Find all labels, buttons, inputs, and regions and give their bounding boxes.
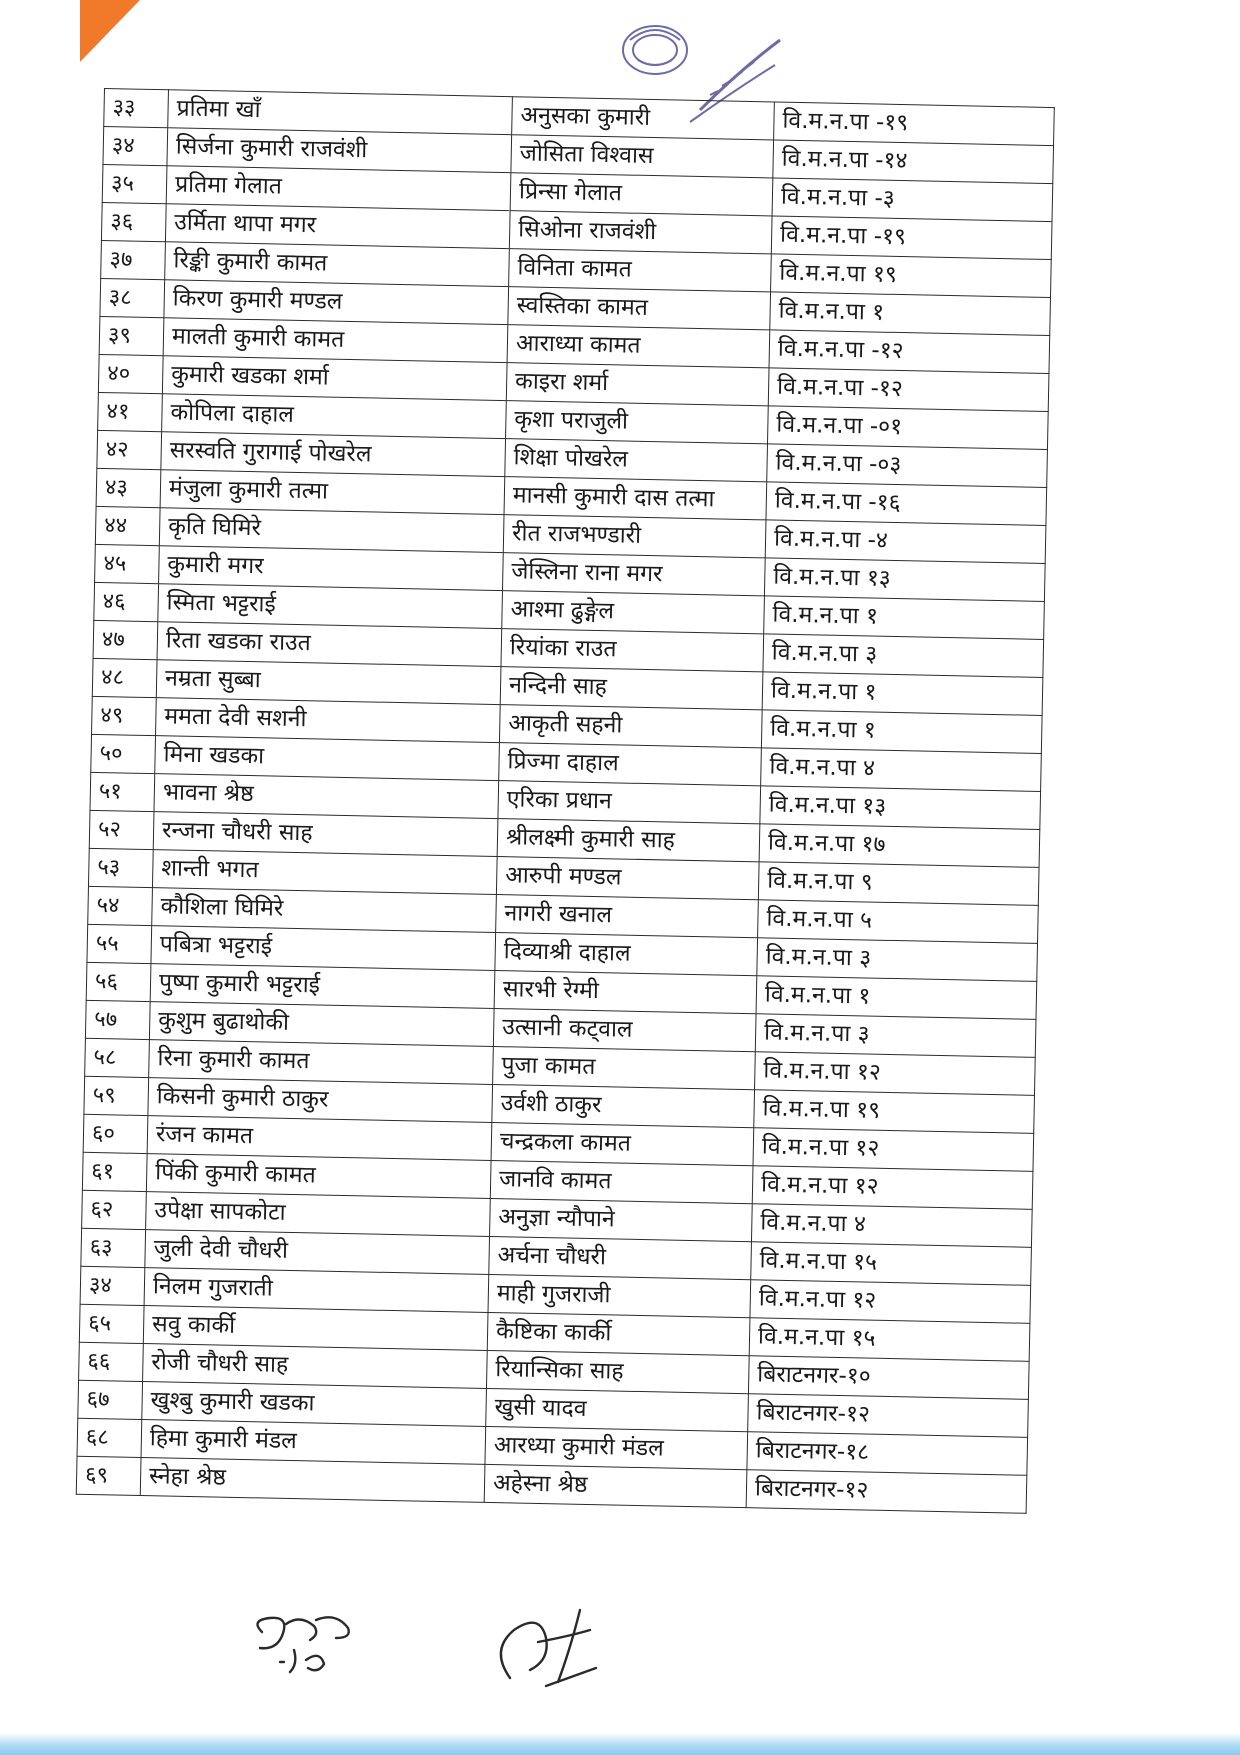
child-name-cell: अर्चना चौधरी: [489, 1236, 752, 1279]
address-cell: वि.म.न.पा १३: [760, 786, 1041, 830]
address-cell: वि.म.न.पा १२: [753, 1128, 1034, 1172]
child-name-cell: शिक्षा पोखरेल: [505, 439, 768, 482]
address-cell: बिराटनगर-१०: [748, 1356, 1029, 1400]
serial-number-cell: ५०: [91, 734, 156, 773]
serial-number-cell: ६९: [76, 1456, 141, 1495]
address-cell: वि.म.न.पा -३: [772, 178, 1053, 222]
mother-name-cell: किरण कुमारी मण्डल: [164, 280, 509, 325]
mother-name-cell: सिर्जना कुमारी राजवंशी: [167, 128, 512, 173]
serial-number-cell: ३६: [101, 202, 166, 241]
address-cell: वि.म.न.पा १५: [749, 1318, 1030, 1362]
mother-name-cell: हिमा कुमारी मंडल: [141, 1420, 486, 1465]
address-cell: वि.म.न.पा १: [756, 976, 1037, 1020]
child-name-cell: श्रीलक्ष्मी कुमारी साह: [497, 819, 760, 862]
serial-number-cell: ४६: [94, 582, 159, 621]
address-cell: वि.म.न.पा १९: [771, 254, 1052, 298]
address-cell: वि.म.न.पा ३: [763, 634, 1044, 678]
serial-number-cell: ६५: [79, 1304, 144, 1343]
child-name-cell: काइरा शर्मा: [506, 363, 769, 406]
mother-name-cell: रोजी चौधरी साह: [143, 1344, 488, 1389]
mother-name-cell: उर्मिता थापा मगर: [165, 204, 510, 249]
serial-number-cell: ६१: [82, 1152, 147, 1191]
child-name-cell: अनुसका कुमारी: [512, 97, 775, 140]
mother-name-cell: मंजुला कुमारी तत्मा: [160, 470, 505, 515]
serial-number-cell: ४०: [98, 354, 163, 393]
child-name-cell: रीत राजभण्डारी: [503, 515, 766, 558]
address-cell: वि.म.न.पा १२: [750, 1280, 1031, 1324]
address-cell: वि.म.न.पा १: [761, 710, 1042, 754]
mother-name-cell: रिना कुमारी कामत: [149, 1040, 494, 1085]
serial-number-cell: ५३: [88, 848, 153, 887]
mother-name-cell: निलम गुजराती: [144, 1268, 489, 1313]
mother-name-cell: कुशुम बुढाथोकी: [149, 1002, 494, 1047]
child-name-cell: नन्दिनी साह: [500, 667, 763, 710]
serial-number-cell: ३३: [104, 89, 169, 128]
child-name-cell: जेस्लिना राना मगर: [502, 553, 765, 596]
serial-number-cell: ३५: [102, 164, 167, 203]
mother-name-cell: मिना खडका: [155, 736, 500, 781]
child-name-cell: आराध्या कामत: [507, 325, 770, 368]
child-name-cell: स्वस्तिका कामत: [508, 287, 771, 330]
mother-name-cell: जुली देवी चौधरी: [145, 1230, 490, 1275]
address-cell: वि.म.न.पा १: [764, 596, 1045, 640]
serial-number-cell: ६७: [78, 1380, 143, 1419]
address-cell: वि.म.न.पा १: [770, 292, 1051, 336]
child-name-cell: पुजा कामत: [493, 1047, 756, 1090]
address-cell: वि.म.न.पा -१९: [774, 102, 1055, 146]
address-cell: वि.म.न.पा ४: [761, 748, 1042, 792]
child-name-cell: सारभी रेग्मी: [494, 971, 757, 1014]
serial-number-cell: ४२: [97, 430, 162, 469]
serial-number-cell: ५७: [85, 1000, 150, 1039]
mother-name-cell: भावना श्रेष्ठ: [154, 774, 499, 819]
address-cell: वि.म.न.पा ३: [755, 1014, 1036, 1058]
serial-number-cell: ५९: [84, 1076, 149, 1115]
serial-number-cell: ३४: [103, 127, 168, 166]
mother-name-cell: शान्ती भगत: [152, 850, 497, 895]
serial-number-cell: ६६: [79, 1342, 144, 1381]
serial-number-cell: ४१: [98, 392, 163, 431]
serial-number-cell: ५२: [89, 810, 154, 849]
serial-number-cell: ४५: [95, 544, 160, 583]
address-cell: वि.म.न.पा ५: [758, 900, 1039, 944]
child-name-cell: प्रिन्सा गेलात: [510, 173, 773, 216]
child-name-cell: दिव्याश्री दाहाल: [495, 933, 758, 976]
serial-number-cell: ५५: [87, 924, 152, 963]
child-name-cell: एरिका प्रधान: [498, 781, 761, 824]
address-cell: वि.म.न.पा ३: [757, 938, 1038, 982]
mother-name-cell: रिता खडका राउत: [157, 622, 502, 667]
mother-name-cell: खुश्बु कुमारी खडका: [142, 1382, 487, 1427]
serial-number-cell: ४९: [92, 696, 157, 735]
mother-name-cell: कुमारी खडका शर्मा: [162, 356, 507, 401]
mother-name-cell: ममता देवी सशनी: [156, 698, 501, 743]
orange-corner-mark: [80, 0, 140, 62]
participant-table: [76, 88, 1055, 1514]
mother-name-cell: पबित्रा भट्टराई: [151, 926, 496, 971]
mother-name-cell: स्नेहा श्रेष्ठ: [140, 1458, 485, 1503]
mother-name-cell: स्मिता भट्टराई: [158, 584, 503, 629]
child-name-cell: खुसी यादव: [486, 1388, 749, 1431]
child-name-cell: मानसी कुमारी दास तत्मा: [504, 477, 767, 520]
address-cell: वि.म.न.पा -१६: [766, 482, 1047, 526]
address-cell: वि.म.न.पा -१४: [773, 140, 1054, 184]
serial-number-cell: ३७: [101, 240, 166, 279]
child-name-cell: कैष्टिका कार्की: [487, 1312, 750, 1355]
address-cell: वि.म.न.पा १: [762, 672, 1043, 716]
mother-name-cell: पिंकी कुमारी कामत: [146, 1154, 491, 1199]
serial-number-cell: ५६: [86, 962, 151, 1001]
child-name-cell: विनिता कामत: [509, 249, 772, 292]
mother-name-cell: रन्जना चौधरी साह: [153, 812, 498, 857]
child-name-cell: आरध्या कुमारी मंडल: [485, 1426, 748, 1469]
serial-number-cell: ६८: [77, 1418, 142, 1457]
serial-number-cell: ५४: [88, 886, 153, 925]
child-name-cell: अनुज्ञा न्यौपाने: [490, 1198, 753, 1241]
child-name-cell: आश्मा ढुङ्गेल: [502, 591, 765, 634]
mother-name-cell: प्रतिमा खाँ: [168, 90, 513, 135]
address-cell: वि.म.न.पा १५: [751, 1242, 1032, 1286]
mother-name-cell: मालती कुमारी कामत: [163, 318, 508, 363]
address-cell: वि.म.न.पा -१९: [771, 216, 1052, 260]
child-name-cell: आरुपी मण्डल: [496, 857, 759, 900]
address-cell: वि.म.न.पा १३: [764, 558, 1045, 602]
address-cell: वि.म.न.पा १२: [752, 1166, 1033, 1210]
serial-number-cell: ६३: [81, 1228, 146, 1267]
address-cell: वि.म.न.पा -१२: [769, 330, 1050, 374]
serial-number-cell: ४४: [95, 506, 160, 545]
mother-name-cell: नम्रता सुब्बा: [156, 660, 501, 705]
mother-name-cell: सरस्वति गुरागाई पोखरेल: [161, 432, 506, 477]
child-name-cell: जोसिता विश्वास: [511, 135, 774, 178]
serial-number-cell: ३९: [99, 316, 164, 355]
child-name-cell: माही गुजराजी: [488, 1274, 751, 1317]
serial-number-cell: ५१: [90, 772, 155, 811]
mother-name-cell: कोपिला दाहाल: [162, 394, 507, 439]
address-cell: वि.म.न.पा ९: [758, 862, 1039, 906]
child-name-cell: सिओना राजवंशी: [509, 211, 772, 254]
serial-number-cell: ४७: [93, 620, 158, 659]
address-cell: वि.म.न.पा ४: [751, 1204, 1032, 1248]
mother-name-cell: सवु कार्की: [143, 1306, 488, 1351]
serial-number-cell: ४८: [92, 658, 157, 697]
address-cell: वि.म.न.पा १७: [759, 824, 1040, 868]
serial-number-cell: ३८: [100, 278, 165, 317]
child-name-cell: उत्सानी कट्वाल: [493, 1009, 756, 1052]
serial-number-cell: ५८: [85, 1038, 150, 1077]
address-cell: बिराटनगर-१२: [748, 1394, 1029, 1438]
serial-number-cell: ४३: [96, 468, 161, 507]
handwritten-signature-icon: [240, 1590, 660, 1700]
bottom-color-band: [0, 1733, 1240, 1755]
child-name-cell: रियांका राउत: [501, 629, 764, 672]
serial-number-cell: ६०: [83, 1114, 148, 1153]
address-cell: वि.म.न.पा -०३: [767, 444, 1048, 488]
serial-number-cell: ३४: [80, 1266, 145, 1305]
mother-name-cell: रिङ्की कुमारी कामत: [165, 242, 510, 287]
mother-name-cell: कृति घिमिरे: [159, 508, 504, 553]
address-cell: बिराटनगर-१२: [746, 1470, 1027, 1514]
child-name-cell: कृशा पराजुली: [506, 401, 769, 444]
address-cell: वि.म.न.पा १९: [754, 1090, 1035, 1134]
address-cell: वि.म.न.पा -०१: [767, 406, 1048, 450]
child-name-cell: नागरी खनाल: [496, 895, 759, 938]
child-name-cell: आकृती सहनी: [499, 705, 762, 748]
mother-name-cell: उपेक्षा सापकोटा: [146, 1192, 491, 1237]
mother-name-cell: रंजन कामत: [147, 1116, 492, 1161]
mother-name-cell: प्रतिमा गेलात: [166, 166, 511, 211]
address-cell: बिराटनगर-१८: [747, 1432, 1028, 1476]
child-name-cell: उर्वशी ठाकुर: [492, 1084, 755, 1127]
serial-number-cell: ६२: [82, 1190, 147, 1229]
mother-name-cell: किसनी कुमारी ठाकुर: [148, 1078, 493, 1123]
child-name-cell: जानवि कामत: [490, 1160, 753, 1203]
child-name-cell: अहेस्ना श्रेष्ठ: [484, 1464, 747, 1507]
address-cell: वि.म.न.पा -४: [765, 520, 1046, 564]
child-name-cell: प्रिज्मा दाहाल: [499, 743, 762, 786]
mother-name-cell: कुमारी मगर: [159, 546, 504, 591]
mother-name-cell: पुष्पा कुमारी भट्टराई: [150, 964, 495, 1009]
address-cell: वि.म.न.पा १२: [755, 1052, 1036, 1096]
child-name-cell: चन्द्रकला कामत: [491, 1122, 754, 1165]
child-name-cell: रियान्सिका साह: [486, 1350, 749, 1393]
address-cell: वि.म.न.पा -१२: [768, 368, 1049, 412]
mother-name-cell: कौशिला घिमिरे: [152, 888, 497, 933]
